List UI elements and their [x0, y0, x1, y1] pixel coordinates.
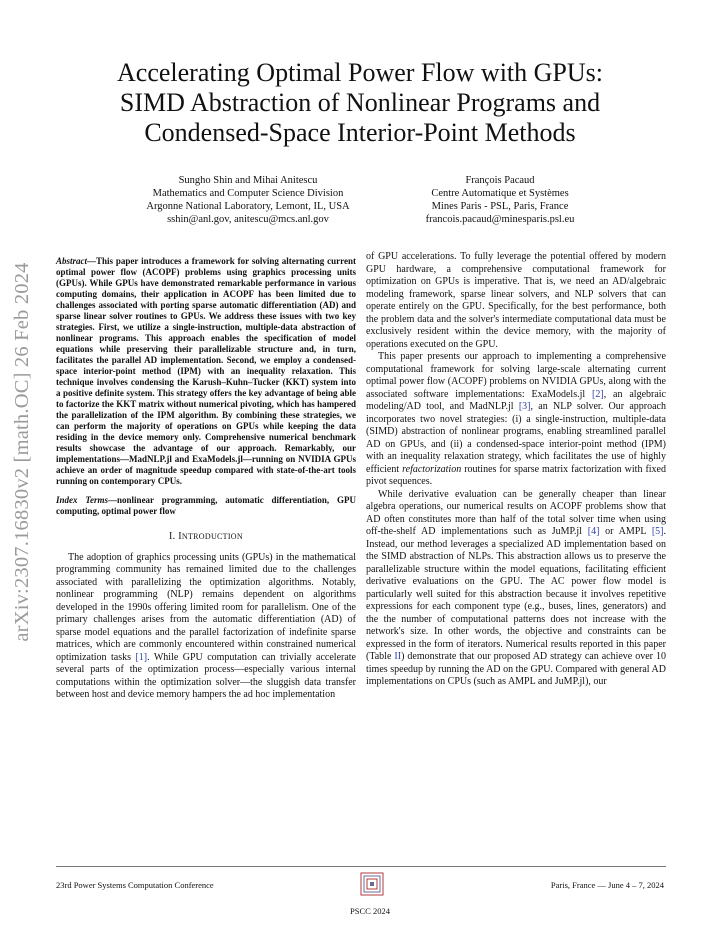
citation-link[interactable]: [2] [592, 388, 604, 400]
intro-paragraph-1: The adoption of graphics processing units (GPUs) in the mathematical programming community has remained limited due to the challenges associated with parallelizing the optimization algorithms. Notably, nonlinear programming (NLP) remains dependent on algorithms developed in the 1990s offering limited room for parallelism. One of the primary challenges arises from the automatic differentiation (AD) of sparse model equations and the parallel factorization of indefinite sparse matrices, which are commonly encountered within constrained numerical optimization tasks [1]. While GPU computation can trivially accelerate several parts of the optimization process—especially various internal computations within the optimization solver—the sluggish data transfer between host and device memory hampers the ad hoc implementation [56, 551, 356, 700]
author-email: francois.pacaud@minesparis.psl.eu [425, 214, 575, 225]
title-line-1: Accelerating Optimal Power Flow with GPUs: [117, 58, 603, 87]
abstract-text: —This paper introduces a framework for solving alternating current optimal power flow (ACOPF) problems using graphics processing units (GPUs). While GPUs have demonstrated remarkable performance in various computing domains, their application in ACOPF has been limited due to challenges associated with porting sparse automatic differentiation (AD) and sparse linear solver routines to GPUs. We address these issues with two key strategies. First, we utilize a single-instruction, multiple-data abstraction of nonlinear programs. This approach enables the specification of model equations while preserving their parallelizable structure and, in turn, facilitates the parallel AD implementation. Second, we employ a condensed-space interior-point method (IPM) with an inequality relaxation. This technique involves condensing the Karush–Kuhn–Tucker (KKT) system into a positive definite system. This strategy offers the key advantage of being able to factorize the KKT matrix without numerical pivoting, which has hampered the parallelization of the IPM algorithm. By combining these strategies, we can perform the majority of operations on GPUs while keeping the data residing in the device memory only. Comprehensive numerical benchmark results showcase the advantage of our approach. Remarkably, our implementations—MadNLP.jl and ExaModels.jl—running on NVIDIA GPUs achieve an order of magnitude speedup compared with state-of-the-art tools running on contemporary CPUs. [56, 256, 356, 486]
arxiv-identifier: arXiv:2307.16830v2 [math.OC] 26 Feb 2024 [11, 262, 33, 642]
author-names: François Pacaud [465, 175, 535, 186]
author-affiliation: Mathematics and Computer Science Division [152, 188, 344, 199]
right-column [366, 251, 666, 689]
author-affiliation: Mines Paris - PSL, Paris, France [431, 201, 569, 212]
author-email: sshin@anl.gov, anitescu@mcs.anl.gov [167, 214, 329, 225]
title-line-3: Condensed-Space Interior-Point Methods [144, 118, 576, 147]
paper-title [60, 58, 660, 148]
intro-paragraph-continued: of GPU accelerations. To fully leverage the potential offered by modern GPU hardware, a comprehensive computational framework for optimization on GPUs is imperative. That is, we need an AD/algebraic modeling framework, sparse linear solvers, and NLP solvers that can operate entirely on the GPU. Specifically, for the best performance, both the problem data and the solver's intermediate computational data must be exclusively resident within the device memory, with the majority of operations executed on the GPU. [366, 251, 666, 350]
author-affiliation: Argonne National Laboratory, Lemont, IL, USA [146, 201, 350, 212]
left-column [56, 256, 356, 702]
table-reference-link[interactable]: II [394, 651, 402, 662]
author-block-2 [388, 174, 612, 226]
author-names: Sungho Shin and Mihai Anitescu [178, 175, 318, 186]
footer-location-date: Paris, France — June 4 – 7, 2024 [550, 880, 664, 890]
intro-paragraph-3: While derivative evaluation can be generally cheaper than linear algebra operations, our numerical results on ACOPF problems show that AD often constitutes more than half of the total solver time when using off-the-shelf AD implementations such as JuMP.jl [4] or AMPL [5]. Instead, our method leverages a specialized AD implementation based on the SIMD abstraction of NLPs. This abstraction allows us to preserve the parallelizable structure within the model equations, facilitating efficient derivative evaluations on the GPU. The AC power flow model is particularly well suited for this abstraction because it involves repetitive expressions for each component type (e.g., buses, lines, generators) and the the number of computational patterns does not increase with the network's size. In other words, the objective and constraints can be expressed in the form of iterators. Numerical results reported in this paper (Table II) demonstrate that our proposed AD strategy can achieve over 10 times speedup by running the AD on the GPU. Compared with general AD implementations on CPUs (such as AMPL and JuMP.jl), our [366, 488, 666, 687]
citation-link[interactable]: [3] [518, 401, 531, 412]
author-block-1 [120, 174, 376, 226]
author-affiliation: Centre Automatique et Systèmes [431, 188, 569, 199]
index-terms [56, 495, 356, 517]
pscc-logo-icon [360, 872, 384, 896]
footer-divider [56, 866, 666, 867]
arxiv-side-stamp [4, 232, 40, 672]
footer-conference: 23rd Power Systems Computation Conference [56, 880, 214, 890]
abstract-label: Abstract [56, 256, 88, 266]
index-terms-text: —nonlinear programming, automatic differentiation, GPU computing, optimal power flow [56, 495, 356, 516]
citation-link[interactable]: [5] [651, 526, 664, 537]
intro-paragraph-2: This paper presents our approach to implementing a comprehensive computational framework for solving large-scale alternating current optimal power flow (ACOPF) problems on NVIDIA GPUs, along with the associated software implementations: ExaModels.jl [2], an algebraic modeling/AD tool, and MadNLP.jl [3], an NLP solver. Our approach incorporates two novel strategies: (i) a single-instruction, multiple-data (SIMD) abstraction of nonlinear programs, enabling streamlined parallel AD on GPUs, and (ii) a condensed-space interior-point method (IPM) with an inequality relaxation strategy, which facilitates the use of highly efficient refactorization routines for sparse matrix factorization with fixed pivot sequences. [366, 351, 666, 487]
footer-pscc: PSCC 2024 [350, 906, 390, 916]
section-heading-introduction: I. INTRODUCTION [169, 531, 243, 542]
title-line-2: SIMD Abstraction of Nonlinear Programs and [119, 88, 601, 117]
citation-link[interactable]: [1] [135, 651, 148, 663]
abstract [56, 256, 356, 487]
index-terms-label: Index Terms [56, 495, 109, 505]
citation-link[interactable]: [4] [587, 526, 600, 537]
